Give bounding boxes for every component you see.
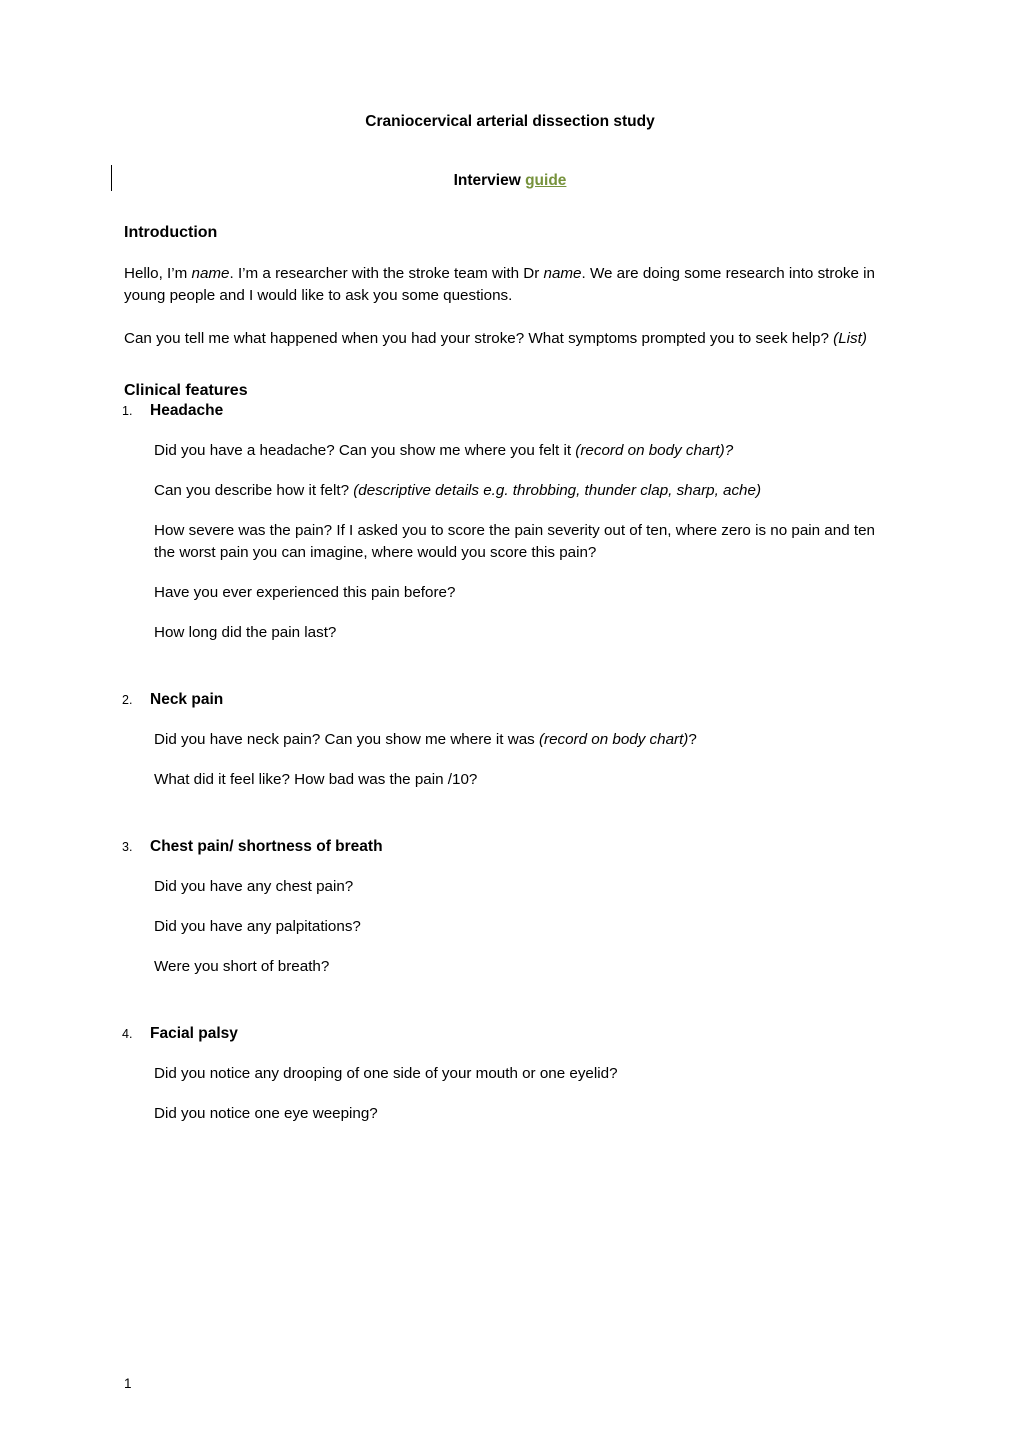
question: Did you notice one eye weeping? — [154, 1105, 378, 1123]
item-title-headache — [124, 401, 896, 422]
list-item — [124, 690, 896, 791]
question: What did it feel like? How bad was the pain /10? — [154, 771, 478, 789]
page-number: 1 — [124, 1376, 132, 1391]
spacer — [124, 644, 896, 690]
question: Can you describe how it felt? (descriptive details e.g. throbbing, thunder clap, sharp, ache) — [154, 482, 761, 500]
spacer — [124, 978, 896, 1024]
item-number: 2. — [122, 693, 133, 708]
item-number: 3. — [122, 840, 133, 855]
item-label: Neck pain — [150, 691, 224, 709]
question: Did you have neck pain? Can you show me where it was (record on body chart)? — [154, 731, 697, 749]
question: Were you short of breath? — [154, 958, 330, 976]
item-label: Chest pain/ shortness of breath — [150, 838, 383, 856]
item-number: 4. — [122, 1027, 133, 1042]
question: Have you ever experienced this pain before? — [154, 584, 456, 602]
item-label: Facial palsy — [150, 1025, 238, 1043]
item-title-chest-pain — [124, 837, 896, 858]
section-heading-clinical-features: Clinical features — [124, 381, 248, 399]
item-title-facial-palsy — [124, 1024, 896, 1045]
item-title-neck-pain — [124, 690, 896, 711]
paragraph-intro-1: Hello, I’m name. I’m a researcher with the stroke team with Dr name. We are doing some research into stroke in young people and I would like to ask you some questions. — [124, 265, 875, 305]
list-item — [124, 1024, 896, 1125]
document-subtitle — [124, 171, 896, 192]
question: How long did the pain last? — [154, 624, 337, 642]
question: Did you notice any drooping of one side of your mouth or one eyelid? — [154, 1065, 618, 1083]
spacer — [124, 791, 896, 837]
question: Did you have a headache? Can you show me where you felt it (record on body chart)? — [154, 442, 734, 460]
question: How severe was the pain? If I asked you to score the pain severity out of ten, where zero is no pain and ten the worst pain you can imagine, where would you score this pain? — [154, 522, 875, 562]
subtitle-link[interactable]: guide — [525, 171, 567, 189]
question: Did you have any chest pain? — [154, 878, 354, 896]
page-title: Craniocervical arterial dissection study — [365, 113, 655, 130]
question: Did you have any palpitations? — [154, 918, 361, 936]
item-label: Headache — [150, 402, 224, 420]
paragraph-intro-2: Can you tell me what happened when you had your stroke? What symptoms prompted you to seek help? (List) — [124, 329, 867, 347]
item-number: 1. — [122, 404, 133, 419]
subtitle-text: Interview — [453, 171, 526, 189]
section-heading-introduction: Introduction — [124, 223, 218, 241]
change-bar — [111, 165, 112, 191]
list-item — [124, 837, 896, 978]
list-item — [124, 401, 896, 644]
